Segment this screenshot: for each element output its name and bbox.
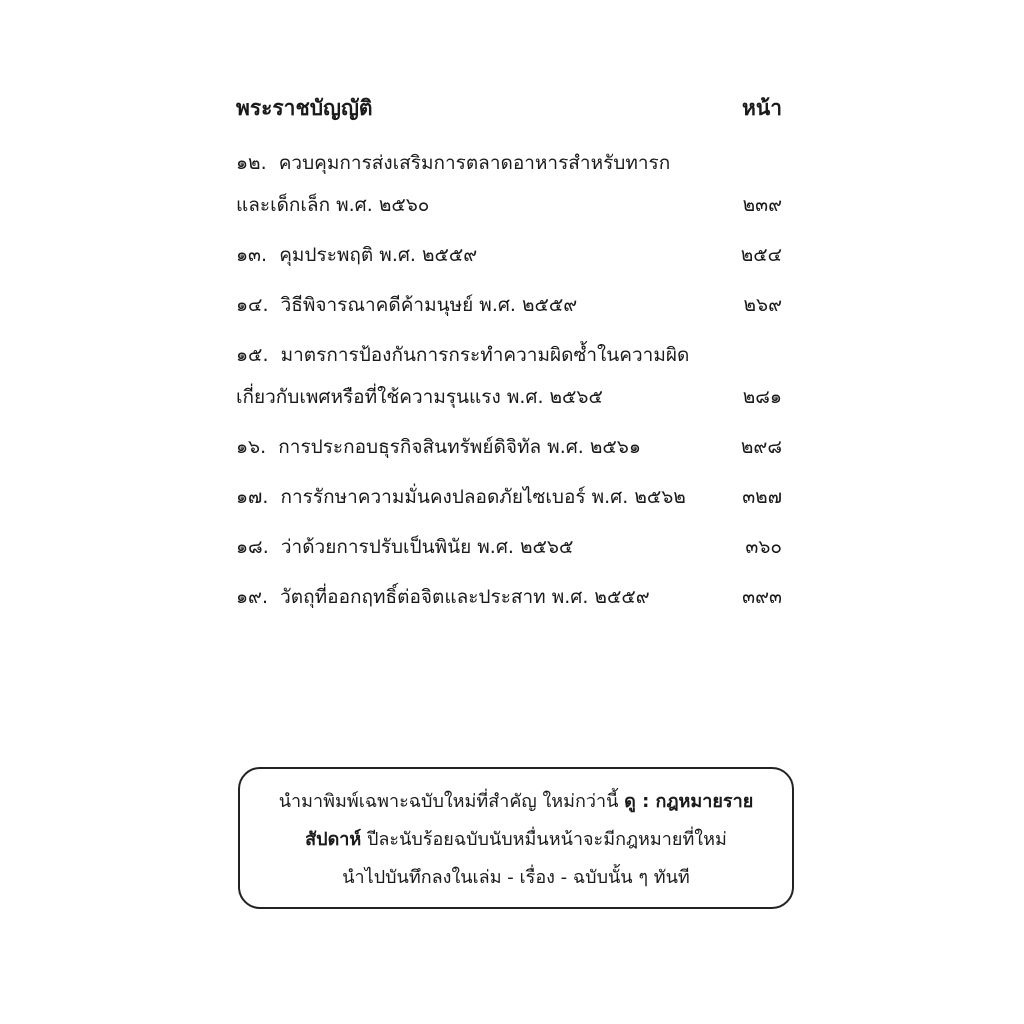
notice-line-1 bbox=[240, 783, 792, 821]
toc-entry-number: ๑๘. bbox=[236, 536, 269, 558]
toc-entry-number: ๑๔. bbox=[236, 294, 269, 316]
notice-line-2-text: ปีละนับร้อยฉบับนับหมื่นหน้าจะมีกฎหมายที่ใหม่ bbox=[361, 829, 727, 850]
toc-header-page-label: หน้า bbox=[742, 96, 782, 120]
toc-entry-title: วิธีพิจารณาคดีค้ามนุษย์ พ.ศ. ๒๕๕๙ bbox=[280, 294, 578, 316]
toc-entry bbox=[236, 576, 784, 618]
notice-line-2-bold: สัปดาห์ bbox=[305, 829, 362, 850]
toc-entry-page: ๒๓๙ bbox=[742, 194, 782, 216]
toc-entry-title: การรักษาความมั่นคงปลอดภัยไซเบอร์ พ.ศ. ๒๕๖๒ bbox=[280, 486, 686, 508]
toc-entry-page: ๒๕๔ bbox=[740, 244, 782, 266]
toc-entry bbox=[236, 284, 784, 326]
notice-box bbox=[238, 767, 794, 909]
toc-entry-page: ๒๘๑ bbox=[742, 386, 782, 408]
toc-entry bbox=[236, 476, 784, 518]
toc-entry-number: ๑๒. bbox=[236, 152, 267, 174]
toc-entry bbox=[236, 234, 784, 276]
toc-entry-number: ๑๖. bbox=[236, 436, 267, 458]
toc-entry bbox=[236, 526, 784, 568]
toc-header-title: พระราชบัญญัติ bbox=[236, 96, 373, 120]
notice-line-2 bbox=[240, 821, 792, 859]
toc-entry-number: ๑๗. bbox=[236, 486, 269, 508]
toc-entry-page: ๒๙๘ bbox=[740, 436, 782, 458]
toc-entry-title: คุมประพฤติ พ.ศ. ๒๕๕๙ bbox=[279, 244, 478, 266]
toc-header bbox=[236, 92, 784, 128]
toc-entry-title: ควบคุมการส่งเสริมการตลาดอาหารสำหรับทารก bbox=[278, 152, 671, 174]
notice-line-3: นำไปบันทึกลงในเล่ม - เรื่อง - ฉบับนั้น ๆ ทันที bbox=[342, 867, 690, 888]
toc-entry bbox=[236, 142, 784, 226]
toc-entry-page: ๓๙๓ bbox=[742, 586, 782, 608]
toc-entry-page: ๒๖๙ bbox=[743, 294, 782, 316]
toc-entry bbox=[236, 426, 784, 468]
toc-entry-title-continued: เกี่ยวกับเพศหรือที่ใช้ความรุนแรง พ.ศ. ๒๕๖๕ bbox=[236, 386, 603, 408]
toc-entry-title: ว่าด้วยการปรับเป็นพินัย พ.ศ. ๒๕๖๕ bbox=[280, 536, 574, 558]
toc-entry-title: มาตรการป้องกันการกระทำความผิดซ้ำในความผิด bbox=[280, 344, 690, 366]
toc-entry bbox=[236, 334, 784, 418]
toc-entry-number: ๑๙. bbox=[236, 586, 269, 608]
toc-entry-number: ๑๕. bbox=[236, 344, 269, 366]
toc-entry-page: ๓๖๐ bbox=[745, 536, 782, 558]
notice-line-1-text: นำมาพิมพ์เฉพาะฉบับใหม่ที่สำคัญ ใหม่กว่านี้ bbox=[278, 791, 625, 812]
toc-entry-title-continued: และเด็กเล็ก พ.ศ. ๒๕๖๐ bbox=[236, 194, 430, 216]
toc-list bbox=[236, 142, 784, 618]
toc-entry-title: วัตถุที่ออกฤทธิ์ต่อจิตและประสาท พ.ศ. ๒๕๕๙ bbox=[280, 586, 650, 608]
toc-entry-page: ๓๒๗ bbox=[742, 486, 782, 508]
toc-entry-number: ๑๓. bbox=[236, 244, 268, 266]
toc-entry-title: การประกอบธุรกิจสินทรัพย์ดิจิทัล พ.ศ. ๒๕๖๑ bbox=[278, 436, 641, 458]
notice-line-1-bold: ดู : กฎหมายราย bbox=[624, 791, 754, 812]
